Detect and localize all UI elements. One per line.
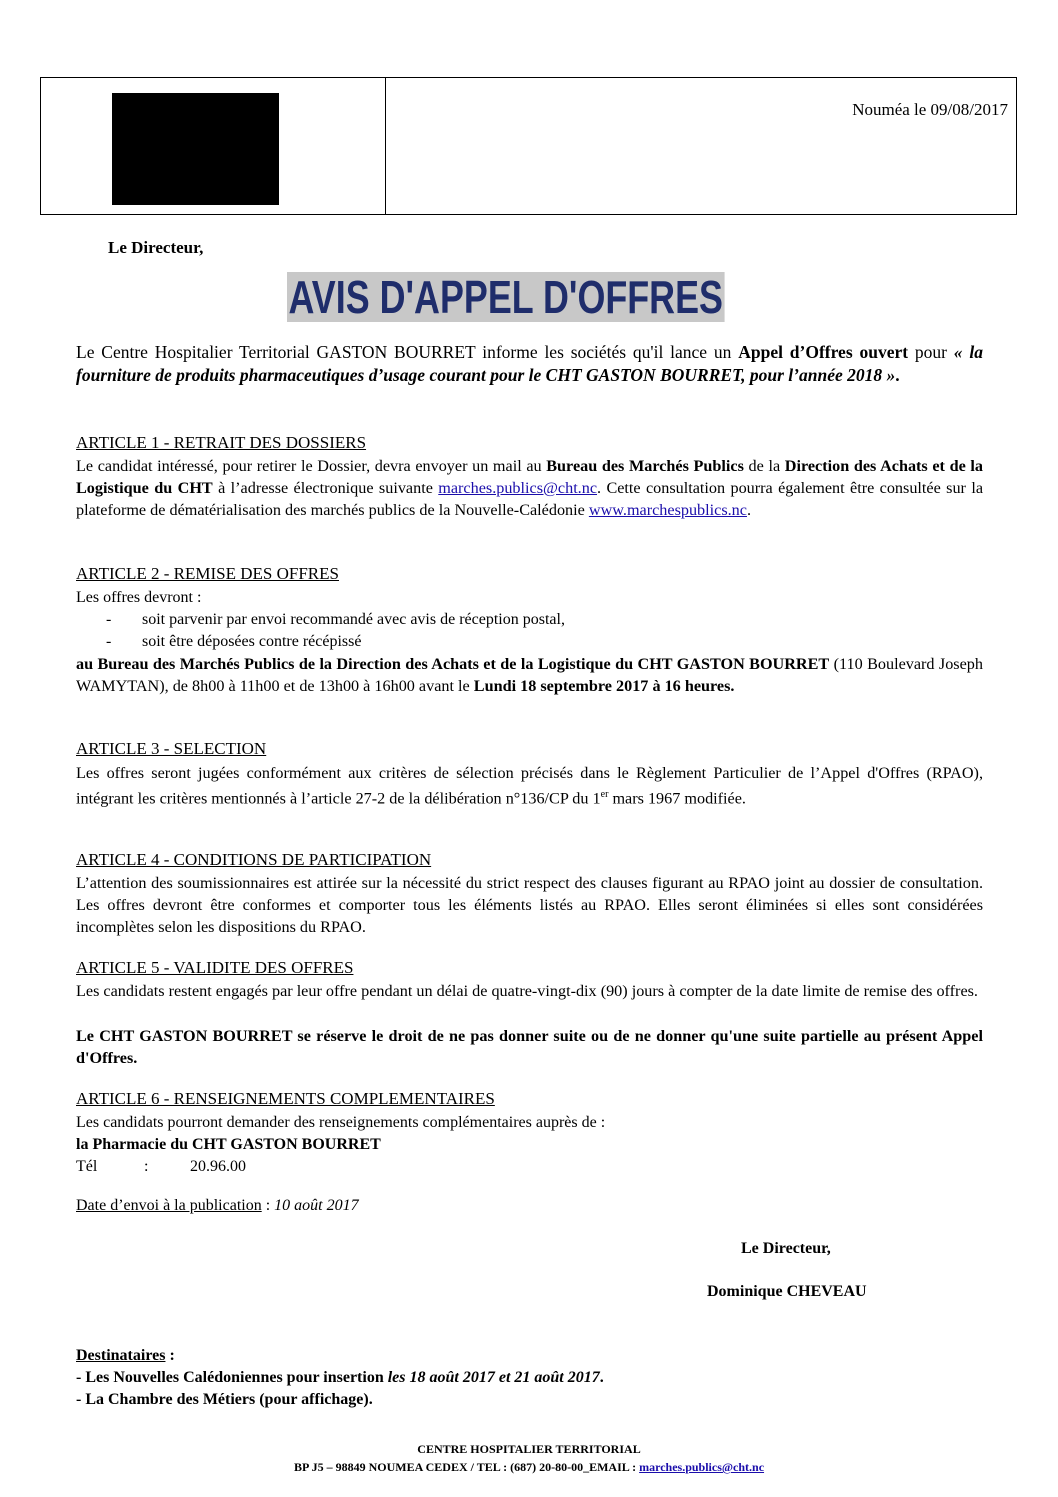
list-item: - — [106, 633, 112, 650]
publication-date: 10 août 2017 — [274, 1197, 359, 1214]
recipient-1-text-c: . — [599, 1369, 604, 1386]
article-1-text-5: à l’adresse électronique suivante — [212, 479, 439, 497]
article-2-heading: ARTICLE 2 - REMISE DES OFFRES — [76, 564, 339, 583]
article-2-text — [76, 653, 983, 697]
tel-label: Tél — [76, 1158, 98, 1175]
salutation: Le Directeur, — [108, 238, 204, 257]
article-6-text: Les candidats pourront demander des renseignements complémentaires auprès de : — [76, 1114, 606, 1131]
intro-text-2: Appel d’Offres ouvert — [738, 342, 909, 362]
article-1-text-7: . — [746, 501, 752, 519]
footer-line-1: CENTRE HOSPITALIER TERRITORIAL — [417, 1442, 641, 1456]
publication-separator: : — [261, 1197, 275, 1214]
article-3-heading: ARTICLE 3 - SELECTION — [76, 739, 267, 758]
recipient-1 — [76, 1369, 604, 1387]
article-6-contact: la Pharmacie du CHT GASTON BOURRET — [76, 1136, 381, 1153]
article-3-text — [76, 762, 983, 809]
article-3-sup: er — [600, 789, 609, 800]
intro-text-5: . — [895, 365, 900, 385]
footer-line-2 — [0, 1459, 1058, 1475]
article-3-text-2: mars 1967 modifiée. — [608, 789, 746, 808]
recipients-heading-label: Destinataires — [76, 1347, 166, 1364]
article-4-text: L’attention des soumissionnaires est attirée sur la nécessité du strict respect des clauses figurant au RPAO joint au dossier de consultation. Les offres devront être conformes et comporter tous les éléments listés au RPAO. Elles seront éliminées si elles sont considérées incomplètes selon les dispositions du RPAO. — [76, 874, 983, 936]
website-link[interactable]: www.marchespublics.nc — [588, 501, 747, 519]
intro-text-4: « la fourniture de produits pharmaceutiques d’usage courant pour le CHT GASTON BOURRET, pour l’année 2018 » — [76, 342, 983, 385]
page-title: AVIS D'APPEL D'OFFRES — [288, 271, 723, 323]
publication-label: Date d’envoi à la publication — [76, 1197, 262, 1214]
article-4-heading: ARTICLE 4 - CONDITIONS DE PARTICIPATION — [76, 850, 432, 869]
article-1-text-3: de la — [743, 457, 785, 475]
article-2-text-2: (110 Boulevard Joseph WAMYTAN), de 8h00 à 11h00 et de 13h00 à 16h00 avant le — [76, 655, 983, 695]
article-3-text-1: Les offres seront jugées conformément aux critères de sélection précisés dans le Règlement Particulier de l’Appel d'Offres (RPAO), intégrant les critères mentionnés à l’article 27-2 de la délibération n°136/CP du 1 — [76, 764, 983, 808]
signature-name: Dominique CHEVEAU — [707, 1283, 867, 1300]
header-box — [40, 77, 1017, 215]
tel-value: 20.96.00 — [190, 1158, 246, 1175]
tel-separator: : — [144, 1158, 149, 1175]
signature-title: Le Directeur, — [741, 1240, 831, 1257]
intro-text-1: Le Centre Hospitalier Territorial GASTON BOURRET informe les sociétés qu'il lance un — [76, 342, 739, 362]
article-2-text-3: Lundi 18 septembre 2017 à 16 heures. — [473, 677, 735, 695]
article-1-text — [76, 455, 983, 521]
intro-text-3: pour — [908, 342, 954, 362]
recipient-1-text-a: - Les Nouvelles Calédoniennes pour insertion — [76, 1369, 388, 1386]
intro-paragraph — [76, 341, 983, 387]
redacted-logo — [112, 93, 279, 205]
email-link[interactable]: marches.publics@cht.nc — [438, 479, 598, 497]
article-5-bold-text: Le CHT GASTON BOURRET se réserve le droit de ne pas donner suite ou de ne donner qu'une suite partielle au présent Appel d'Offres. — [76, 1027, 983, 1067]
article-5-heading: ARTICLE 5 - VALIDITE DES OFFRES — [76, 958, 354, 977]
footer-email-link[interactable]: marches.publics@cht.nc — [639, 1460, 765, 1474]
recipient-1-text-b: les 18 août 2017 et 21 août 2017 — [387, 1369, 600, 1386]
article-6-heading: ARTICLE 6 - RENSEIGNEMENTS COMPLEMENTAIRES — [76, 1089, 495, 1108]
article-1-text-6: . Cette consultation pourra également être consultée sur la plateforme de dématérialisation des marchés publics de la Nouvelle-Calédonie — [76, 479, 983, 519]
footer-contact: BP J5 – 98849 NOUMEA CEDEX / TEL : (687) 20-80-00_EMAIL : — [293, 1460, 640, 1474]
header-divider — [385, 78, 386, 214]
recipients-heading-separator: : — [165, 1347, 175, 1364]
article-1-text-2: Bureau des Marchés Publics — [546, 457, 744, 475]
article-5-text: Les candidats restent engagés par leur offre pendant un délai de quatre-vingt-dix (90) jours à compter de la date limite de remise des offres. — [76, 982, 978, 1000]
article-2-intro: Les offres devront : — [76, 589, 202, 606]
article-1-text-4: Direction des Achats et de la Logistique du CHT — [76, 457, 983, 497]
list-item: - — [106, 611, 112, 628]
article-1-heading: ARTICLE 1 - RETRAIT DES DOSSIERS — [76, 433, 367, 452]
article-2-text-1: au Bureau des Marchés Publics de la Direction des Achats et de la Logistique du CHT GASTON BOURRET — [76, 655, 830, 673]
publication-line — [76, 1195, 359, 1216]
article-2-bullet-1: soit parvenir par envoi recommandé avec avis de réception postal, — [142, 611, 565, 628]
recipient-2: - La Chambre des Métiers (pour affichage). — [76, 1391, 373, 1408]
recipients-heading — [76, 1347, 175, 1365]
document-date: Nouméa le 09/08/2017 — [852, 100, 1008, 119]
article-2-bullet-2: soit être déposées contre récépissé — [142, 633, 362, 650]
article-1-text-1: Le candidat intéressé, pour retirer le Dossier, devra envoyer un mail au — [76, 457, 547, 475]
